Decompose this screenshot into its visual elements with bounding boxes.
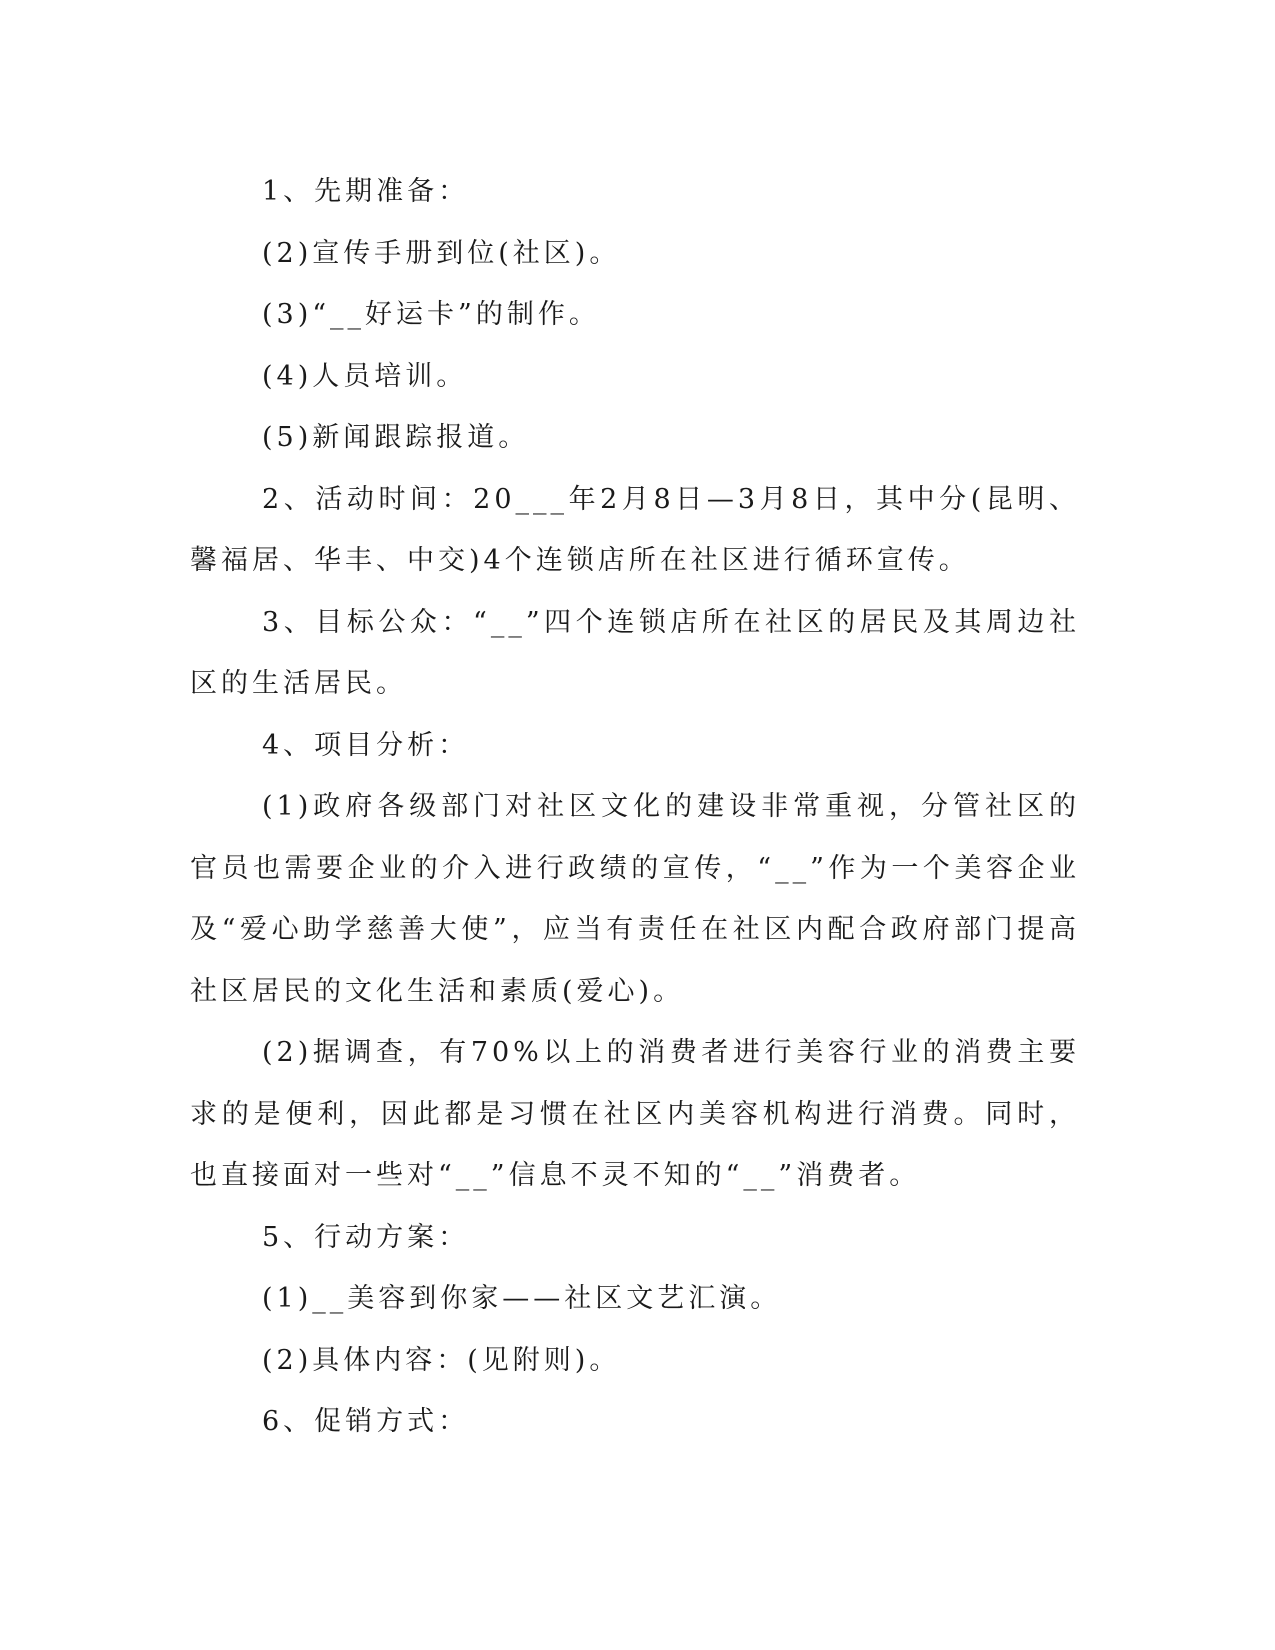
paragraph-target-audience: 3、目标公众：“__”四个连锁店所在社区的居民及其周边社区的生活居民。 — [190, 606, 1080, 699]
heading-project-analysis: 4、项目分析： — [262, 729, 470, 761]
paragraph-analysis-1: (1)政府各级部门对社区文化的建设非常重视，分管社区的官员也需要企业的介入进行政绩的宣传，“__”作为一个美容企业及“爱心助学慈善大使”，应当有责任在社区内配合政府部门提高社区居民的文化生活和素质(爱心)。 — [190, 791, 1080, 1007]
list-item: (3)“__好运卡”的制作。 — [262, 299, 600, 330]
list-item: (1)__美容到你家——社区文艺汇演。 — [262, 1283, 782, 1314]
list-item: (2)具体内容：(见附则)。 — [262, 1344, 621, 1376]
heading-preparation: 1、先期准备： — [262, 176, 470, 207]
heading-promotion-method: 6、促销方式： — [262, 1406, 470, 1437]
document-body — [190, 161, 1080, 1453]
list-item: (2)宣传手册到位(社区)。 — [262, 237, 621, 269]
list-item: (4)人员培训。 — [262, 360, 468, 392]
paragraph-activity-time: 2、活动时间：20___年2月8日—3月8日，其中分(昆明、馨福居、华丰、中交)4个连锁店所在社区进行循环宣传。 — [190, 483, 1080, 576]
heading-action-plan: 5、行动方案： — [262, 1221, 470, 1253]
list-item: (5)新闻跟踪报道。 — [262, 422, 530, 453]
paragraph-analysis-2: (2)据调查，有70%以上的消费者进行美容行业的消费主要求的是便利，因此都是习惯在社区内美容机构进行消费。同时，也直接面对一些对“__”信息不灵不知的“__”消费者。 — [190, 1037, 1080, 1191]
